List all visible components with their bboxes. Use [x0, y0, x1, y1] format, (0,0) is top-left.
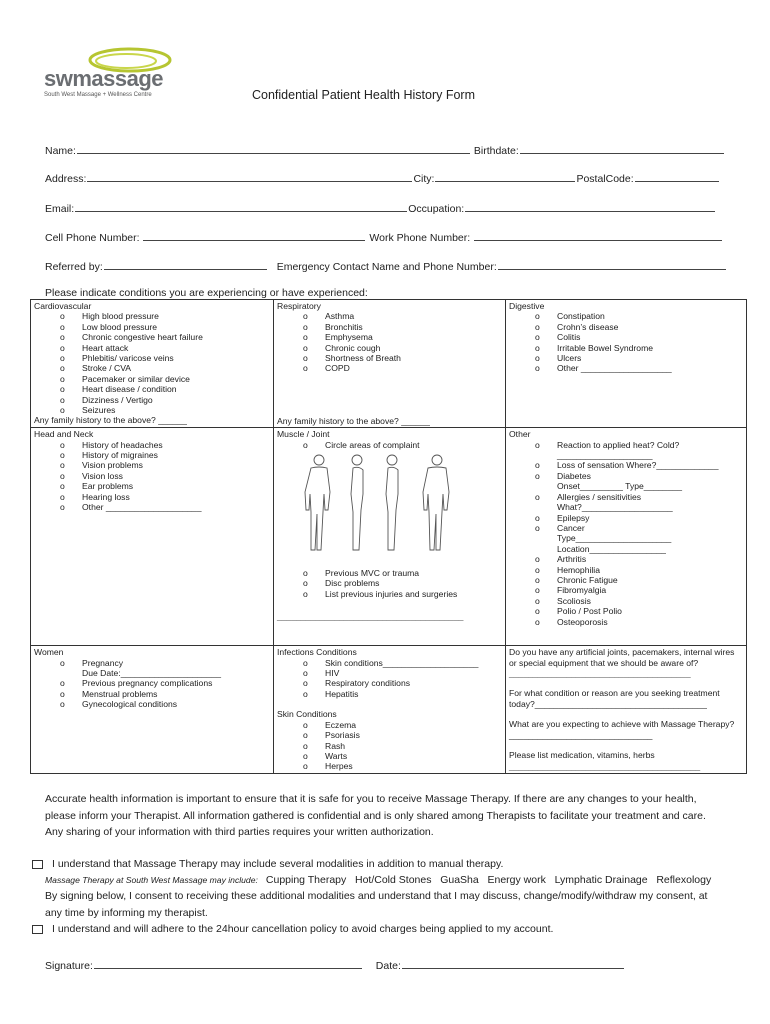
bullet-icon: o: [535, 353, 540, 364]
modalities-row: [45, 872, 745, 889]
list-item[interactable]: [509, 513, 743, 523]
list-item[interactable]: [277, 730, 502, 740]
list-item[interactable]: [34, 353, 270, 363]
bullet-icon: o: [535, 574, 540, 585]
list-item[interactable]: [509, 523, 743, 533]
item-label: Ulcers: [557, 353, 582, 364]
bullet-icon: o: [303, 688, 308, 699]
bullet-icon: o: [303, 668, 308, 679]
sub-field[interactable]: Location________________: [557, 543, 666, 554]
item-label: Low blood pressure: [82, 321, 158, 332]
list-item[interactable]: [509, 353, 743, 363]
item-label: Emphysema: [325, 332, 373, 343]
muscle-joint-heading: Muscle / Joint: [277, 429, 330, 440]
list-item[interactable]: [509, 460, 743, 470]
bullet-icon: o: [535, 522, 540, 533]
list-item[interactable]: [34, 332, 270, 342]
list-item[interactable]: [277, 678, 502, 688]
email-row: [45, 200, 716, 215]
item-label: Herpes: [325, 761, 353, 772]
item-label: COPD: [325, 363, 350, 374]
bullet-icon: o: [303, 740, 308, 751]
head-neck-heading: Head and Neck: [34, 429, 94, 440]
logo-tagline: South West Massage + Wellness Centre: [44, 92, 152, 98]
muscle-joint-cell: [274, 428, 506, 646]
address-label: Address:: [45, 173, 87, 185]
side-figure-right: [386, 455, 398, 550]
item-label: Other ___________________: [557, 363, 672, 374]
item-label: Heart attack: [82, 342, 129, 353]
bullet-icon: o: [535, 363, 540, 374]
phone-row: [45, 229, 723, 244]
referred-by-label: Referred by:: [45, 261, 103, 273]
form-title: Confidential Patient Health History Form: [252, 88, 476, 102]
back-figure: [423, 455, 449, 550]
conditions-table: [30, 299, 747, 774]
signature-label: Signature:: [45, 960, 93, 972]
item-label: Phlebitis/ varicose veins: [82, 353, 174, 364]
answer-artificial-joints[interactable]: ______________________________________: [509, 668, 691, 679]
list-item[interactable]: [34, 492, 270, 502]
list-item[interactable]: [34, 395, 270, 405]
question-expectations[interactable]: What are you expecting to achieve with Massage Therapy?______________________________: [509, 719, 735, 740]
infections-list: [277, 658, 502, 700]
bullet-icon: o: [535, 595, 540, 606]
digestive-cell: [506, 300, 747, 428]
item-label: List previous injuries and surgeries: [325, 588, 458, 599]
bullet-icon: o: [303, 730, 308, 741]
list-item[interactable]: [509, 332, 743, 342]
item-label: Chronic Fatigue: [557, 574, 618, 585]
bullet-icon: o: [535, 616, 540, 627]
bullet-icon: o: [303, 750, 308, 761]
bullet-icon: o: [303, 761, 308, 772]
bullet-icon: o: [535, 311, 540, 322]
bullet-icon: o: [303, 332, 308, 343]
cancellation-text: I understand and will adhere to the 24hour cancellation policy to avoid charges being applied to my account.: [52, 923, 554, 935]
conditions-intro: Please indicate conditions you are experiencing or have experienced:: [45, 287, 368, 299]
bullet-icon: o: [60, 332, 65, 343]
signing-paragraph: By signing below, I consent to receiving these additional modalities and understand that I may discuss, change/modify/withdraw my consent, at any time by informing my therapist.: [45, 890, 708, 919]
item-label: Crohn’s disease: [557, 321, 619, 332]
list-item[interactable]: [509, 585, 743, 595]
muscle-joint-line[interactable]: _______________________________________: [277, 611, 464, 622]
list-item[interactable]: [509, 471, 743, 481]
cell-phone-field[interactable]: [143, 229, 365, 241]
respiratory-family-history: Any family history to the above? ______: [277, 415, 430, 426]
list-item[interactable]: [509, 617, 743, 627]
name-row: [45, 142, 725, 157]
bullet-icon: o: [60, 491, 65, 502]
head-neck-cell: [31, 428, 274, 646]
item-label: Asthma: [325, 311, 355, 322]
name-label: Name:: [45, 145, 76, 157]
item-label: History of migraines: [82, 450, 158, 461]
list-item[interactable]: [34, 322, 270, 332]
postal-code-field[interactable]: [635, 170, 719, 182]
bullet-icon: o: [60, 384, 65, 395]
item-label: Osteoporosis: [557, 616, 608, 627]
bullet-icon: o: [60, 439, 65, 450]
other-cell: [506, 428, 747, 646]
item-label: Colitis: [557, 332, 581, 343]
city-field[interactable]: [435, 170, 575, 182]
item-label: Disc problems: [325, 578, 380, 589]
bullet-icon: o: [303, 568, 308, 579]
item-label: Pacemaker or similar device: [82, 373, 190, 384]
occupation-field[interactable]: [465, 200, 715, 212]
bullet-icon: o: [60, 450, 65, 461]
bullet-icon: o: [60, 342, 65, 353]
list-item[interactable]: [277, 589, 502, 599]
work-phone-label: Work Phone Number:: [369, 232, 471, 244]
bullet-icon: o: [303, 342, 308, 353]
referred-by-field[interactable]: [104, 258, 267, 270]
list-item[interactable]: [34, 440, 270, 450]
item-label: Previous pregnancy complications: [82, 678, 213, 689]
question-artificial-joints: Do you have any artificial joints, pacemakers, internal wires or special equipment that we should be aware of?: [509, 647, 735, 668]
sub-field[interactable]: Onset_________ Type________: [557, 481, 683, 492]
list-item[interactable]: [509, 343, 743, 353]
bullet-icon: o: [60, 405, 65, 416]
date-field[interactable]: [402, 957, 624, 969]
list-item[interactable]: [277, 741, 502, 751]
bullet-icon: o: [303, 311, 308, 322]
skin-list: [277, 720, 502, 772]
item-label: Hemophilia: [557, 564, 600, 575]
list-item[interactable]: [34, 405, 270, 415]
bullet-icon: o: [60, 470, 65, 481]
item-label: Skin conditions____________________: [325, 657, 479, 668]
bullet-icon: o: [303, 578, 308, 589]
list-item[interactable]: [34, 460, 270, 470]
item-label: Warts: [325, 750, 348, 761]
email-label: Email:: [45, 203, 75, 215]
question-treatment-reason[interactable]: For what condition or reason are you seeking treatment today?____________________________________: [509, 688, 720, 709]
list-item[interactable]: [509, 322, 743, 332]
list-item[interactable]: [509, 575, 743, 585]
list-item[interactable]: [277, 761, 502, 771]
item-label: Vision problems: [82, 460, 143, 471]
bullet-icon: o: [535, 585, 540, 596]
bullet-icon: o: [535, 554, 540, 565]
item-label: Dizziness / Vertigo: [82, 394, 153, 405]
work-phone-field[interactable]: [474, 229, 722, 241]
questions-cell: [506, 646, 747, 773]
modalities-consent-text: I understand that Massage Therapy may include several modalities in addition to manual therapy.: [52, 858, 504, 870]
list-item[interactable]: [34, 384, 270, 394]
head-neck-list: [34, 440, 270, 513]
item-label: Polio / Post Polio: [557, 606, 622, 617]
item-label: Loss of sensation Where?_____________: [557, 460, 719, 471]
name-field[interactable]: [77, 142, 470, 154]
item-label: HIV: [325, 668, 340, 679]
item-label: Allergies / sensitivities: [557, 491, 642, 502]
modalities-checkbox[interactable]: [32, 860, 43, 869]
bullet-icon: o: [535, 564, 540, 575]
date-label: Date:: [375, 960, 401, 972]
other-list: [509, 440, 743, 627]
list-item[interactable]: [34, 481, 270, 491]
circle-areas-item[interactable]: [277, 440, 502, 450]
list-item[interactable]: [34, 689, 270, 699]
sub-field[interactable]: Type____________________: [557, 533, 672, 544]
list-item[interactable]: [277, 332, 502, 342]
item-label: Ear problems: [82, 481, 134, 492]
item-label: Hearing loss: [82, 491, 130, 502]
cancellation-checkbox[interactable]: [32, 925, 43, 934]
list-item[interactable]: [277, 353, 502, 363]
address-field[interactable]: [87, 170, 412, 182]
referral-row: [45, 258, 727, 273]
cardiovascular-list: [34, 311, 270, 415]
item-label: Epilepsy: [557, 512, 590, 523]
bullet-icon: o: [60, 460, 65, 471]
bullet-icon: o: [60, 353, 65, 364]
item-label: Chronic congestive heart failure: [82, 332, 203, 343]
list-item[interactable]: [34, 678, 270, 688]
modalities-lead: Massage Therapy at South West Massage may include:: [45, 875, 258, 885]
list-item[interactable]: [277, 668, 502, 678]
bullet-icon: o: [303, 657, 308, 668]
item-label: Hepatitis: [325, 688, 359, 699]
respiratory-heading: Respiratory: [277, 301, 321, 311]
bullet-icon: o: [60, 363, 65, 374]
list-item[interactable]: [509, 565, 743, 575]
cell-phone-label: Cell Phone Number:: [45, 232, 140, 244]
list-item[interactable]: [277, 568, 502, 578]
front-figure: [305, 455, 330, 550]
item-label: Fibromyalgia: [557, 585, 607, 596]
due-date-field[interactable]: Due Date:_____________________: [82, 668, 222, 679]
item-label: Other ____________________: [82, 502, 202, 513]
modalities-list: Cupping Therapy Hot/Cold Stones GuaSha Energy work Lymphatic Drainage Reflexology: [265, 874, 712, 886]
list-item[interactable]: [277, 751, 502, 761]
bullet-icon: o: [535, 460, 540, 471]
list-item[interactable]: [34, 471, 270, 481]
list-item[interactable]: [277, 311, 502, 321]
logo-wordmark: swmassage: [44, 66, 164, 91]
bullet-icon: o: [535, 332, 540, 343]
bullet-icon: o: [60, 394, 65, 405]
signature-row: [45, 957, 625, 972]
birthdate-label: Birthdate:: [473, 145, 519, 157]
infections-cell: [274, 646, 506, 773]
item-label: Reaction to applied heat? Cold?: [557, 439, 680, 450]
sub-field[interactable]: What?___________________: [557, 502, 673, 513]
list-item[interactable]: [34, 658, 270, 668]
bullet-icon: o: [303, 719, 308, 730]
bullet-icon: o: [535, 606, 540, 617]
bullet-icon: o: [303, 678, 308, 689]
bullet-icon: o: [60, 481, 65, 492]
cardio-family-history: Any family history to the above? ______: [34, 415, 187, 426]
bullet-icon: o: [60, 502, 65, 513]
bullet-icon: o: [535, 342, 540, 353]
item-label: Cancer: [557, 522, 585, 533]
bullet-icon: o: [60, 373, 65, 384]
emergency-contact-field[interactable]: [498, 258, 726, 270]
muscle-joint-list: [277, 568, 502, 599]
list-item[interactable]: [277, 363, 502, 373]
digestive-heading: Digestive: [509, 301, 545, 311]
bullet-icon: o: [303, 321, 308, 332]
side-figure-left: [351, 455, 363, 550]
list-item[interactable]: [509, 492, 743, 502]
postal-code-label: PostalCode:: [576, 173, 634, 185]
item-label: Heart disease / condition: [82, 384, 177, 395]
item-label: Menstrual problems: [82, 688, 158, 699]
item-label: Irritable Bowel Syndrome: [557, 342, 654, 353]
bullet-icon: o: [535, 512, 540, 523]
list-item[interactable]: [34, 363, 270, 373]
circle-areas-label: Circle areas of complaint: [325, 439, 420, 450]
email-field[interactable]: [75, 200, 407, 212]
bullet-icon: o: [60, 678, 65, 689]
bullet-icon: o: [535, 321, 540, 332]
cardiovascular-heading: Cardiovascular: [34, 301, 92, 311]
bullet-icon: o: [303, 353, 308, 364]
answer-medication[interactable]: ________________________________________: [509, 760, 701, 771]
city-label: City:: [413, 173, 435, 185]
list-item[interactable]: [277, 343, 502, 353]
bullet-icon: o: [535, 439, 540, 450]
bullet-icon: o: [60, 688, 65, 699]
women-cell: [31, 646, 274, 773]
occupation-label: Occupation:: [408, 203, 465, 215]
question-medication: Please list medication, vitamins, herbs: [509, 750, 655, 761]
item-label: Bronchitis: [325, 321, 363, 332]
bullet-icon: o: [60, 699, 65, 710]
cancellation-row: [32, 921, 732, 938]
item-label: Respiratory conditions: [325, 678, 411, 689]
list-item[interactable]: [34, 374, 270, 384]
item-label: Gynecological conditions: [82, 699, 178, 710]
list-item[interactable]: [34, 343, 270, 353]
cardiovascular-cell: [31, 300, 274, 428]
item-label: Seizures: [82, 405, 116, 416]
item-label: Diabetes: [557, 470, 591, 481]
infections-heading: Infections Conditions: [277, 647, 357, 658]
list-item[interactable]: [34, 699, 270, 709]
bullet-icon: o: [303, 439, 308, 450]
bullet-icon: o: [303, 363, 308, 374]
item-label: High blood pressure: [82, 311, 159, 322]
bullet-icon: o: [535, 491, 540, 502]
item-label: Stroke / CVA: [82, 363, 132, 374]
bullet-icon: o: [303, 588, 308, 599]
list-item[interactable]: [277, 658, 502, 668]
signature-field[interactable]: [94, 957, 362, 969]
birthdate-field[interactable]: [520, 142, 724, 154]
respiratory-cell: [274, 300, 506, 428]
digestive-list: [509, 311, 743, 373]
item-label: Shortness of Breath: [325, 353, 401, 364]
item-label: Rash: [325, 740, 346, 751]
modalities-consent-row: [32, 856, 732, 873]
women-heading: Women: [34, 647, 64, 658]
list-item[interactable]: [509, 606, 743, 616]
bullet-icon: o: [60, 321, 65, 332]
list-item[interactable]: [509, 440, 743, 450]
list-item[interactable]: [34, 502, 270, 512]
item-label: Constipation: [557, 311, 605, 322]
item-label: Chronic cough: [325, 342, 381, 353]
emergency-contact-label: Emergency Contact Name and Phone Number:: [276, 261, 497, 273]
list-item[interactable]: [509, 363, 743, 373]
list-item[interactable]: [34, 450, 270, 460]
list-item[interactable]: [277, 689, 502, 699]
list-item[interactable]: [509, 596, 743, 606]
body-diagram[interactable]: [277, 450, 497, 568]
bullet-icon: o: [60, 657, 65, 668]
list-item[interactable]: [277, 322, 502, 332]
item-label: Previous MVC or trauma: [325, 568, 420, 579]
list-item[interactable]: [509, 311, 743, 321]
health-info-paragraph: Accurate health information is important to ensure that it is safe for you to receive Massage Therapy. If there are any changes to your health, please inform your Therapist. All information gathered is confidential and is only shared among Therapists to facilitate your treatment and care. Any sharing of your information with third parties requires your written authorization.: [45, 793, 706, 838]
other-heading: Other: [509, 429, 531, 440]
item-label: Psoriasis: [325, 730, 360, 741]
bullet-icon: o: [60, 311, 65, 322]
item-label: Eczema: [325, 719, 357, 730]
address-row: [45, 170, 720, 185]
respiratory-list: [277, 311, 502, 373]
item-label: Pregnancy: [82, 657, 124, 668]
item-label: Vision loss: [82, 470, 123, 481]
sub-field[interactable]: ____________________: [557, 450, 653, 461]
skin-heading: Skin Conditions: [277, 709, 337, 720]
bullet-icon: o: [535, 470, 540, 481]
list-item[interactable]: [509, 554, 743, 564]
list-item[interactable]: [277, 720, 502, 730]
list-item[interactable]: [34, 311, 270, 321]
item-label: History of headaches: [82, 439, 163, 450]
item-label: Scoliosis: [557, 595, 591, 606]
list-item[interactable]: [277, 578, 502, 588]
item-label: Arthritis: [557, 554, 587, 565]
